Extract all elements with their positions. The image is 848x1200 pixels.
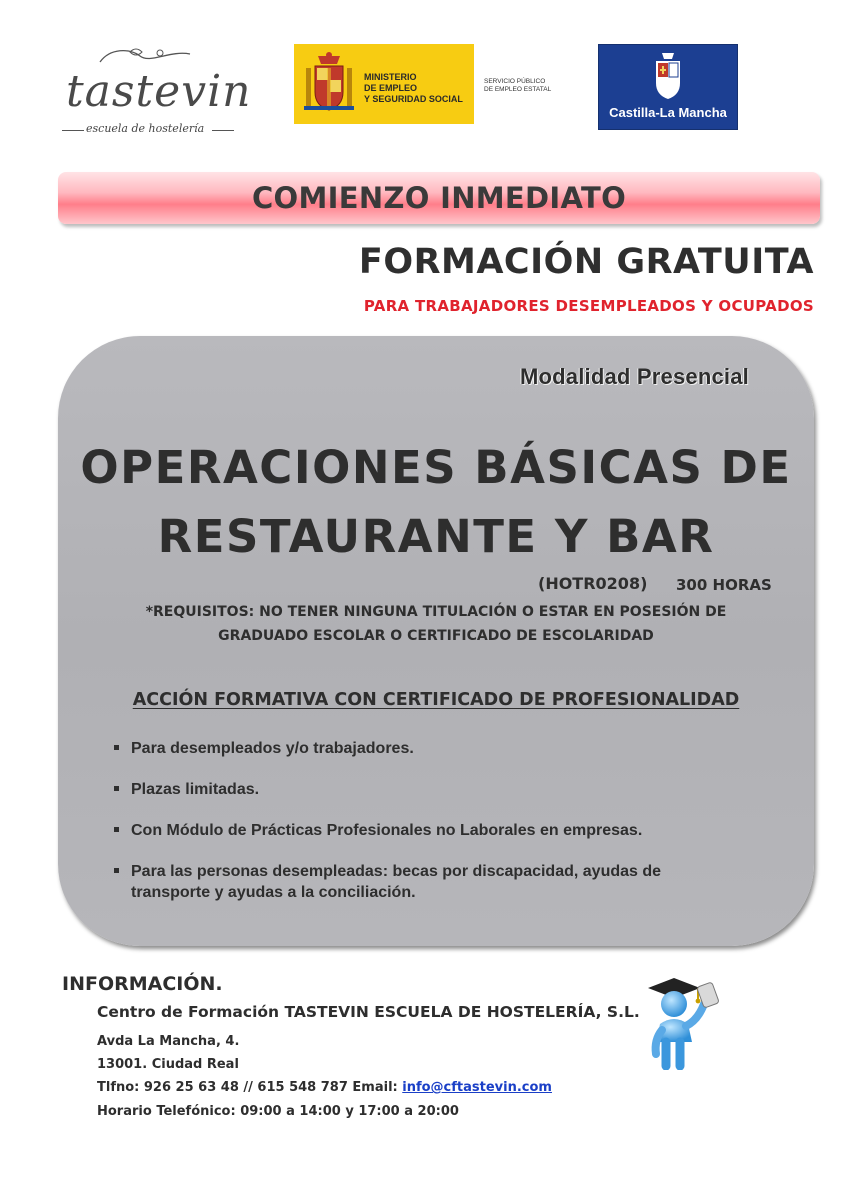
list-item-text bbox=[131, 861, 661, 903]
info-center: Centro de Formación TASTEVIN ESCUELA DE HOSTELERÍA, S.L. bbox=[97, 1003, 640, 1021]
info-schedule: Horario Telefónico: 09:00 a 14:00 y 17:00 a 20:00 bbox=[97, 1104, 459, 1119]
list-item-text: Con Módulo de Prácticas Profesionales no Laborales en empresas. bbox=[131, 822, 643, 839]
action-heading: ACCIÓN FORMATIVA CON CERTIFICADO DE PROFESIONALIDAD bbox=[132, 690, 740, 710]
course-title-line1: OPERACIONES BÁSICAS DE bbox=[80, 441, 792, 494]
ministerio-text: MINISTERIO DE EMPLEO Y SEGURIDAD SOCIAL bbox=[364, 72, 463, 104]
info-title: INFORMACIÓN. bbox=[62, 973, 223, 995]
bullet-square-icon bbox=[114, 827, 119, 832]
clm-crest-icon bbox=[652, 51, 684, 101]
coat-of-arms-icon bbox=[304, 50, 354, 116]
bullet-square-icon bbox=[114, 745, 119, 750]
info-address: Avda La Mancha, 4. bbox=[97, 1034, 240, 1049]
start-banner bbox=[58, 172, 820, 224]
graduate-figure-icon bbox=[640, 970, 730, 1070]
ministerio-logo bbox=[294, 44, 474, 124]
requirements-line1: *REQUISITOS: NO TENER NINGUNA TITULACIÓN O ESTAR EN POSESIÓN DE bbox=[145, 604, 727, 620]
list-item-text: Plazas limitadas. bbox=[131, 781, 260, 798]
banner-text: COMIENZO INMEDIATO bbox=[251, 181, 627, 215]
tastevin-wordmark: tastevin bbox=[66, 66, 252, 117]
headline-subtitle: PARA TRABAJADORES DESEMPLEADOS Y OCUPADOS bbox=[363, 297, 814, 315]
list-item-text-line2: transporte y ayudas a la conciliación. bbox=[131, 884, 416, 901]
info-phone bbox=[97, 1080, 552, 1095]
tastevin-logo bbox=[60, 44, 250, 140]
course-code: (HOTR0208) bbox=[538, 574, 648, 593]
bullet-square-icon bbox=[114, 868, 119, 873]
castilla-la-mancha-logo bbox=[598, 44, 738, 130]
email-link[interactable]: info@cftastevin.com bbox=[402, 1080, 552, 1095]
tastevin-tagline: escuela de hostelería bbox=[86, 122, 205, 135]
info-phone-text: Tlfno: 926 25 63 48 // 615 548 787 Email: bbox=[97, 1080, 403, 1095]
bullet-square-icon bbox=[114, 786, 119, 791]
sepe-text: SERVICIO PÚBLICO DE EMPLEO ESTATAL bbox=[484, 78, 552, 93]
modality-label: Modalidad Presencial bbox=[520, 364, 749, 389]
divider bbox=[212, 130, 234, 131]
requirements-line2: GRADUADO ESCOLAR O CERTIFICADO DE ESCOLARIDAD bbox=[218, 628, 654, 644]
divider bbox=[62, 130, 84, 131]
list-item-text: Para desempleados y/o trabajadores. bbox=[131, 740, 414, 757]
clm-name: Castilla-La Mancha bbox=[609, 105, 727, 120]
list-item-text-line1: Para las personas desempleadas: becas por discapacidad, ayudas de bbox=[131, 863, 662, 880]
info-city: 13001. Ciudad Real bbox=[97, 1057, 239, 1072]
course-title-line2: RESTAURANTE Y BAR bbox=[157, 510, 715, 563]
headline-title: FORMACIÓN GRATUITA bbox=[358, 242, 814, 282]
course-hours: 300 HORAS bbox=[676, 576, 772, 594]
